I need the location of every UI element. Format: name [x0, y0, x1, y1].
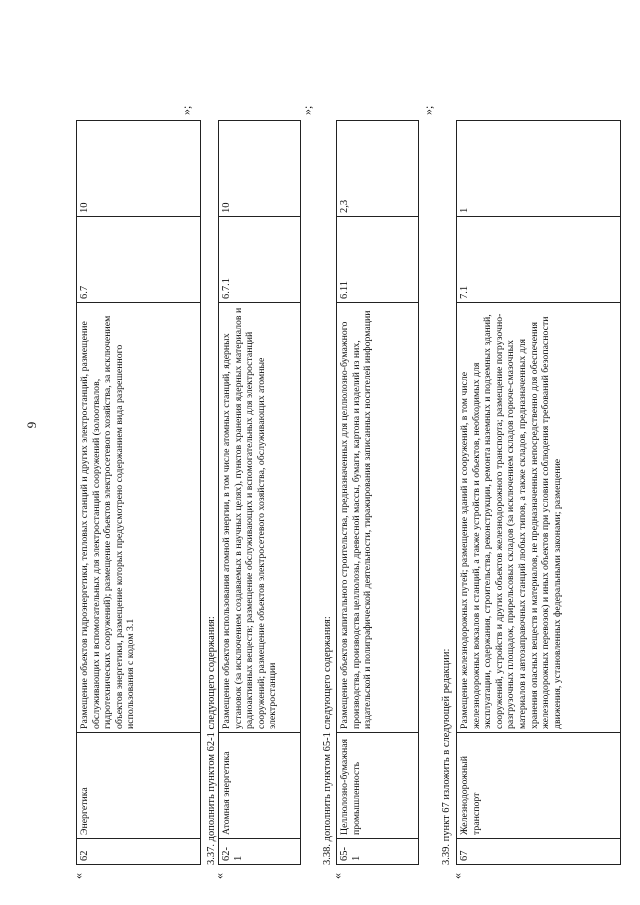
- row-number: 65-1: [337, 839, 419, 865]
- use-description: Размещение железнодорожных путей; размещение зданий и сооружений, в том числе железнодорожных вокзалов и станций, а также устройств и объектов, необходимых для эксплуатации, содержания, строительства, реконструкции, ремонта наземных и подземных зданий, сооружений, устройств и других объектов железнодорожного транспорта; размещение погрузочно-разгрузочных площадок, прирельсовых складов (за исключением складов горюче-смазочных материалов и автозаправочных станций любых типов, а также складов, предназначенных для хранения опасных веществ и материалов, не предназначенных непосредственно для обеспечения железнодорожных перевозок) и иных объектов при условии соблюдения требований безопасности движения, установленных федеральными законами; размещение: [457, 303, 621, 733]
- use-code: 6.11: [337, 217, 419, 303]
- open-quote: «: [71, 873, 85, 879]
- table-row: [219, 121, 301, 865]
- section-heading-3-38: 3.38. дополнить пунктом 65-1 следующего содержания:: [322, 616, 333, 865]
- use-name: Железнодорожный транспорт: [457, 733, 621, 839]
- table-row: [337, 121, 419, 865]
- row-number: 62: [77, 839, 201, 865]
- row-value: 10: [77, 121, 201, 217]
- row-value: 10: [219, 121, 301, 217]
- use-name: Целлюлозно-бумажная промышленность: [337, 733, 419, 839]
- row-number: 67: [457, 839, 621, 865]
- use-description: Размещение объектов использования атомной энергии, в том числе атомных станций, ядерных установок (за исключением создаваемых в научных целях), пунктов хранения ядерных материалов и радиоактивных веществ; размещение обслуживающих и вспомогательных для электростанций сооружений; размещение объектов электросетевого хозяйства, обслуживающих атомные электростанции: [219, 303, 301, 733]
- section-heading-3-37: 3.37. дополнить пунктом 62-1 следующего содержания:: [206, 616, 217, 865]
- rotated-page: [20, 25, 620, 885]
- open-quote: «: [212, 873, 226, 879]
- table-row: [457, 121, 621, 865]
- close-quote: »;: [421, 105, 435, 115]
- use-code: 7.1: [457, 217, 621, 303]
- close-quote: »;: [179, 105, 193, 115]
- use-description: Размещение объектов капитального строительства, предназначенных для целлюлозно-бумажного производства, производства целлюлозы, древесной массы, бумаги, картона и изделий из них, издательской и полиграфической деятельности, тиражирования записанных носителей информации: [337, 303, 419, 733]
- row-value: 1: [457, 121, 621, 217]
- table-row-62: [76, 120, 201, 865]
- table-row-65-1: [336, 120, 419, 865]
- table-row: [77, 121, 201, 865]
- section-heading-3-39: 3.39. пункт 67 изложить в следующей редакции:: [441, 648, 452, 865]
- close-quote: »;: [300, 105, 314, 115]
- table-row-67: [456, 120, 621, 865]
- row-value: 2,3: [337, 121, 419, 217]
- open-quote: «: [330, 873, 344, 879]
- row-number: 62-1: [219, 839, 301, 865]
- table-row-62-1: [218, 120, 301, 865]
- use-name: Энергетика: [77, 733, 201, 839]
- use-name: Атомная энергетика: [219, 733, 301, 839]
- open-quote: «: [450, 873, 464, 879]
- use-code: 6.7.1: [219, 217, 301, 303]
- use-code: 6.7: [77, 217, 201, 303]
- use-description: Размещение объектов гидроэнергетики, тепловых станций и других электростанций, размещение обслуживающих и вспомогательных для электростанций сооружений (золоотвалов, гидротехнических сооружений); размещение объектов электросетевого хозяйства, за исключением объектов энергетики, размещение которых предусмотрено содержанием вида разрешенного использования с кодом 3.1: [77, 303, 201, 733]
- page-number: 9: [24, 421, 39, 429]
